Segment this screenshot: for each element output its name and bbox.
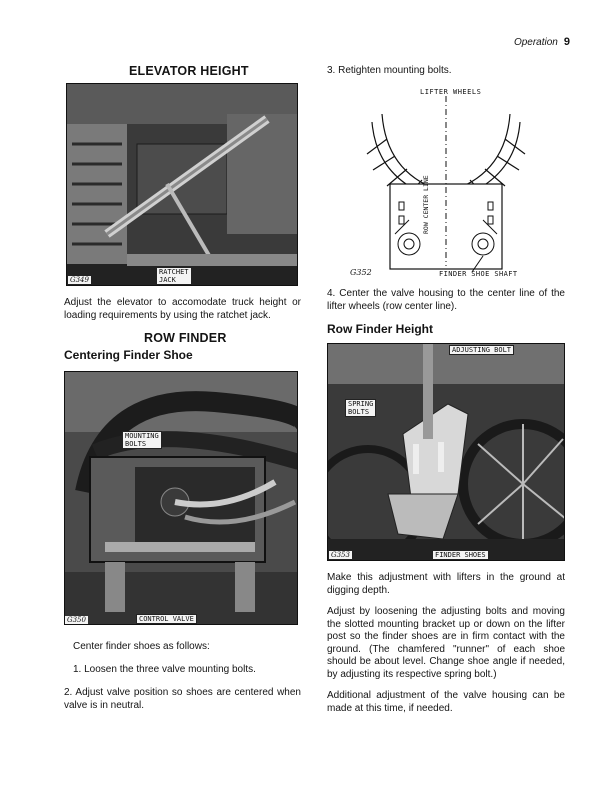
section-title: Operation xyxy=(513,37,558,48)
step-2: 2. Adjust valve position so shoes are centered when valve is in neutral. xyxy=(64,687,301,711)
figure-id: G349 xyxy=(70,276,89,284)
page-number: 9 xyxy=(563,36,570,48)
paragraph-2: Adjust by loosening the adjusting bolts and moving the slotted mounting bracket up or down on the lifter post so the finder shoes are in firm contact with the ground. (The chamfered "runner" of each shoe should be about level. Change shoe angle if needed, by adjusting its respective spring bolt.) xyxy=(327,606,565,680)
finder-shoes-photo xyxy=(327,343,565,561)
elevator-photo xyxy=(66,83,298,286)
row-finder-heading: ROW FINDER xyxy=(144,331,227,345)
step-1: 1. Loosen the three valve mounting bolts. xyxy=(73,664,256,675)
lifter-wheels-diagram xyxy=(327,84,565,284)
elevator-photo-art xyxy=(67,84,298,286)
ratchet-jack-callout: RATCHET JACK xyxy=(156,267,192,285)
centering-finder-shoe-heading: Centering Finder Shoe xyxy=(64,348,193,362)
figure-id: G353 xyxy=(331,551,350,559)
finder-shoes-callout: FINDER SHOES xyxy=(432,550,489,560)
spring-bolts-callout: SPRING BOLTS xyxy=(345,399,376,417)
finder-shoes-photo-art xyxy=(328,344,565,561)
elevator-height-heading: ELEVATOR HEIGHT xyxy=(129,64,249,78)
control-valve-callout: CONTROL VALVE xyxy=(136,614,197,624)
lifter-wheels-diagram-art xyxy=(327,84,565,284)
control-valve-photo-art xyxy=(65,372,298,625)
paragraph-3: Additional adjustment of the valve housing can be made at this time, if needed. xyxy=(327,690,565,714)
finder-shoe-shaft-label: FINDER SHOE SHAFT xyxy=(439,270,518,278)
step-3: 3. Retighten mounting bolts. xyxy=(327,65,452,76)
paragraph-1: Make this adjustment with lifters in the ground at digging depth. xyxy=(327,572,565,596)
control-valve-photo xyxy=(64,371,298,625)
adjusting-bolt-callout: ADJUSTING BOLT xyxy=(449,345,514,355)
page-header xyxy=(514,36,570,48)
center-intro: Center finder shoes as follows: xyxy=(73,641,210,652)
figure-id: G350 xyxy=(67,616,86,624)
elevator-instructions: Adjust the elevator to accomodate truck height or loading requirements by using the ratchet jack. xyxy=(64,297,301,321)
mounting-bolts-callout: MOUNTING BOLTS xyxy=(122,431,162,449)
lifter-wheels-label: LIFTER WHEELS xyxy=(420,88,482,96)
figure-id: G352 xyxy=(350,268,372,277)
step-4: 4. Center the valve housing to the center line of the lifter wheels (row center line). xyxy=(327,288,565,312)
row-center-line-label: ROW CENTER LINE xyxy=(422,175,430,234)
row-finder-height-heading: Row Finder Height xyxy=(327,322,433,336)
